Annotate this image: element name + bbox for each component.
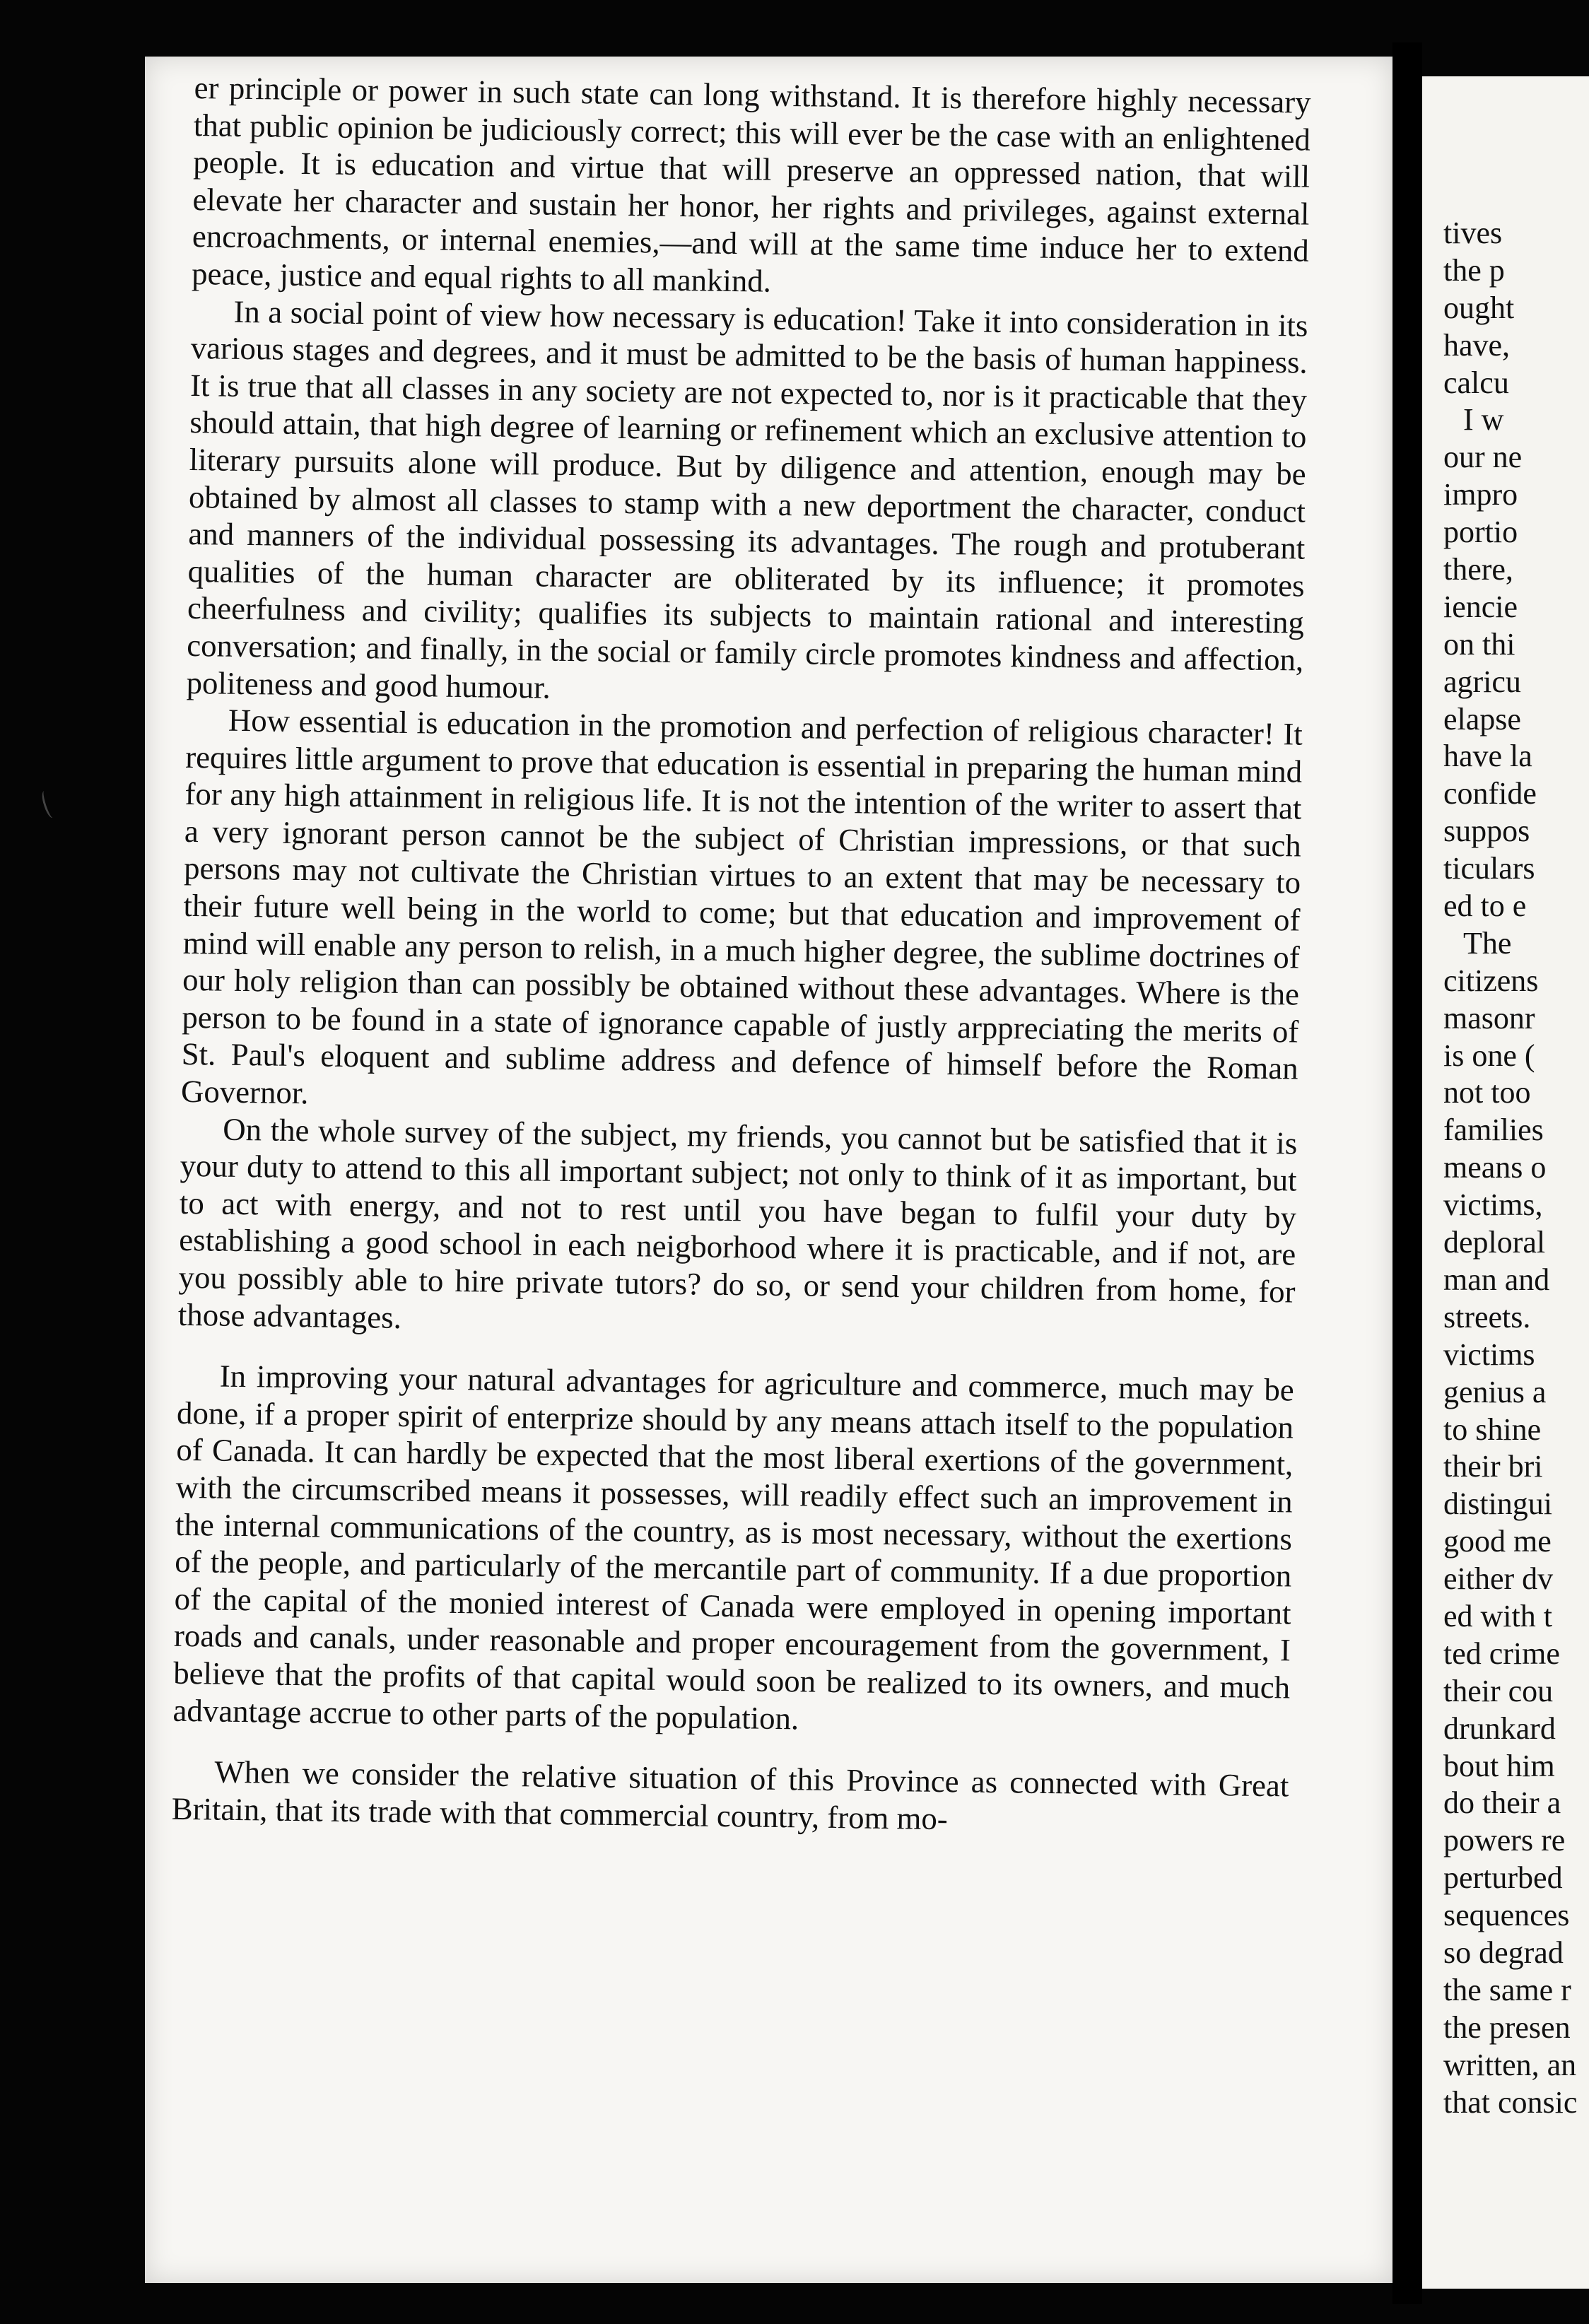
right-page-line: their cou xyxy=(1443,1673,1554,1708)
right-page-line: tives xyxy=(1443,216,1503,250)
book-gutter xyxy=(1392,42,1422,2304)
right-page-line: The xyxy=(1463,925,1512,961)
right-page-line: families xyxy=(1443,1113,1544,1148)
right-page-line: powers re xyxy=(1443,1823,1566,1858)
right-page-line: ed to e xyxy=(1443,888,1527,924)
right-page-line: impro xyxy=(1443,477,1518,512)
right-page-line: confide xyxy=(1443,776,1537,811)
right-page-line: the p xyxy=(1443,252,1505,288)
right-page-line: man and xyxy=(1443,1262,1550,1297)
right-page-line: good me xyxy=(1443,1524,1552,1559)
right-page-line: written, an xyxy=(1443,2047,1577,2082)
right-page-line: masonr xyxy=(1443,1000,1535,1035)
right-page-line: iencie xyxy=(1443,589,1518,624)
right-page-line: not too xyxy=(1443,1075,1531,1110)
right-page-line: our ne xyxy=(1443,440,1523,475)
right-page-line: have, xyxy=(1443,327,1511,363)
right-page-line: there, xyxy=(1443,552,1513,587)
right-page-line: that consic xyxy=(1443,2084,1578,2120)
right-page-line: do their a xyxy=(1443,1785,1561,1821)
left-page-text xyxy=(171,69,1311,1842)
right-page-line: portio xyxy=(1443,515,1518,550)
paragraph-4: On the whole survey of the subject, my friends, you cannot but be satisfied that it is your duty to attend to this all important subject; not only to think of it as important, but to act with energy, and not to rest until you have began to fulfil your duty by establishing a good school in each neigborhood where it is practicable, and if not, are you possibly able to hire private tutors? do so, or send your children from home, for those advantages. xyxy=(177,1111,1298,1335)
right-page-line: bout him xyxy=(1443,1748,1555,1783)
right-page-line: perturbed xyxy=(1443,1860,1563,1896)
right-page-line: to shine xyxy=(1443,1412,1542,1447)
right-page-line: have la xyxy=(1443,739,1532,774)
right-page-line: so degrad xyxy=(1443,1935,1564,1970)
right-page-line: sequences xyxy=(1443,1898,1570,1933)
right-page-line: ticulars xyxy=(1443,851,1535,886)
left-page xyxy=(145,57,1395,2283)
right-page-line: streets. xyxy=(1443,1299,1531,1334)
margin-mark xyxy=(40,790,57,819)
right-page-line: genius a xyxy=(1443,1374,1547,1409)
right-page-line: either dv xyxy=(1443,1561,1554,1597)
right-page xyxy=(1422,76,1589,2289)
right-page-line: calcu xyxy=(1443,365,1509,400)
right-page-line: victims, xyxy=(1443,1187,1543,1223)
right-page-line: citizens xyxy=(1443,963,1539,998)
paragraph-6: When we consider the relative situation of this Province as connected with Great Britain, that its trade with that commercial country, from mo- xyxy=(171,1754,1289,1836)
right-page-line: their bri xyxy=(1443,1449,1543,1484)
right-page-line: distingui xyxy=(1443,1486,1553,1522)
paragraph-1: er principle or power in such state can long withstand. It is therefore highly necessary that public opinion be judiciously correct; this will ever be the case with an enlightened people. It is education and virtue that will preserve an oppressed nation, that will elevate her character and sustain her honor, her rights and privileges, against external encroachments, or internal enemies,—and will at the same time induce her to extend peace, justice and equal rights to all mankind. xyxy=(191,69,1311,299)
right-page-line: ed with t xyxy=(1443,1598,1552,1633)
right-page-line: ted crime xyxy=(1443,1636,1560,1671)
right-page-line: on thi xyxy=(1443,626,1515,662)
right-page-line: agricu xyxy=(1443,664,1521,699)
right-page-line: the presen xyxy=(1443,2009,1571,2045)
right-page-line: is one ( xyxy=(1443,1038,1535,1073)
paragraph-5: In improving your natural advantages for agriculture and commerce, much may be done, if a proper spirit of enterprize should by any means attach itself to the population of Canada. It can hardly be expected that the most liberal exertions of the government, with the circumscribed means it possesses, will readily effect such an improvement in the internal communications of the country, as is most necessary, without the exertions of the people, and particularly of the mercantile part of community. If a due proportion of the capital of the monied interest of Canada were employed in opening important roads and canals, under reasonable and proper encouragement from the government, I believe that the profits of that capital would soon be realized to its owners, and much advantage accrue to other parts of the population. xyxy=(172,1358,1294,1736)
right-page-text xyxy=(1443,215,1589,2121)
right-page-line: victims xyxy=(1443,1337,1535,1372)
paragraph-3: How essential is education in the promotion and perfection of religious character! It requires little argument to prove that education is essential in preparing the human mind for any high attainment in religious life. It is not the intention of the writer to assert that a very ignorant person cannot be the subject of Christian impressions, or that such persons may not cultivate the Christian virtues to an extent that may be necessary to their future well being in the world to come; but that education and improvement of mind will enable any person to relish, in a much higher degree, the sublime doctrines of our holy religion than can possibly be obtained without these advantages. Where is the person to be found in a state of ignorance capable of justly arppreciating the merits of St. Paul's eloquent and sublime address and defence of himself before the Roman Governor. xyxy=(180,702,1303,1111)
right-page-line: deploral xyxy=(1443,1225,1546,1260)
right-page-line: ought xyxy=(1443,290,1515,325)
right-page-line: drunkard xyxy=(1443,1710,1556,1746)
right-page-line: suppos xyxy=(1443,814,1530,849)
right-page-line: I w xyxy=(1463,402,1504,438)
right-page-line: the same r xyxy=(1443,1972,1571,2007)
paragraph-2: In a social point of view how necessary is education! Take it into consideration in its various stages and degrees, and it must be admitted to be the basis of human happiness. It is true that all classes in any society are not expected to, nor is it practicable that they should attain, that high degree of learning or refinement which an exclusive attention to literary pursuits alone will produce. But by diligence and attention, enough may be obtained by almost all classes to stamp with a new deportment the character, conduct and manners of the individual possessing its advantages. The rough and protuberant qualities of the human character are obliterated by its influence; it promotes cheerfulness and civility; qualifies its subjects to maintain rational and interesting conversation; and finally, in the social or family circle promotes kindness and affection, politeness and good humour. xyxy=(186,293,1308,705)
right-page-line: elapse xyxy=(1443,701,1521,736)
right-page-line: means o xyxy=(1443,1150,1547,1185)
